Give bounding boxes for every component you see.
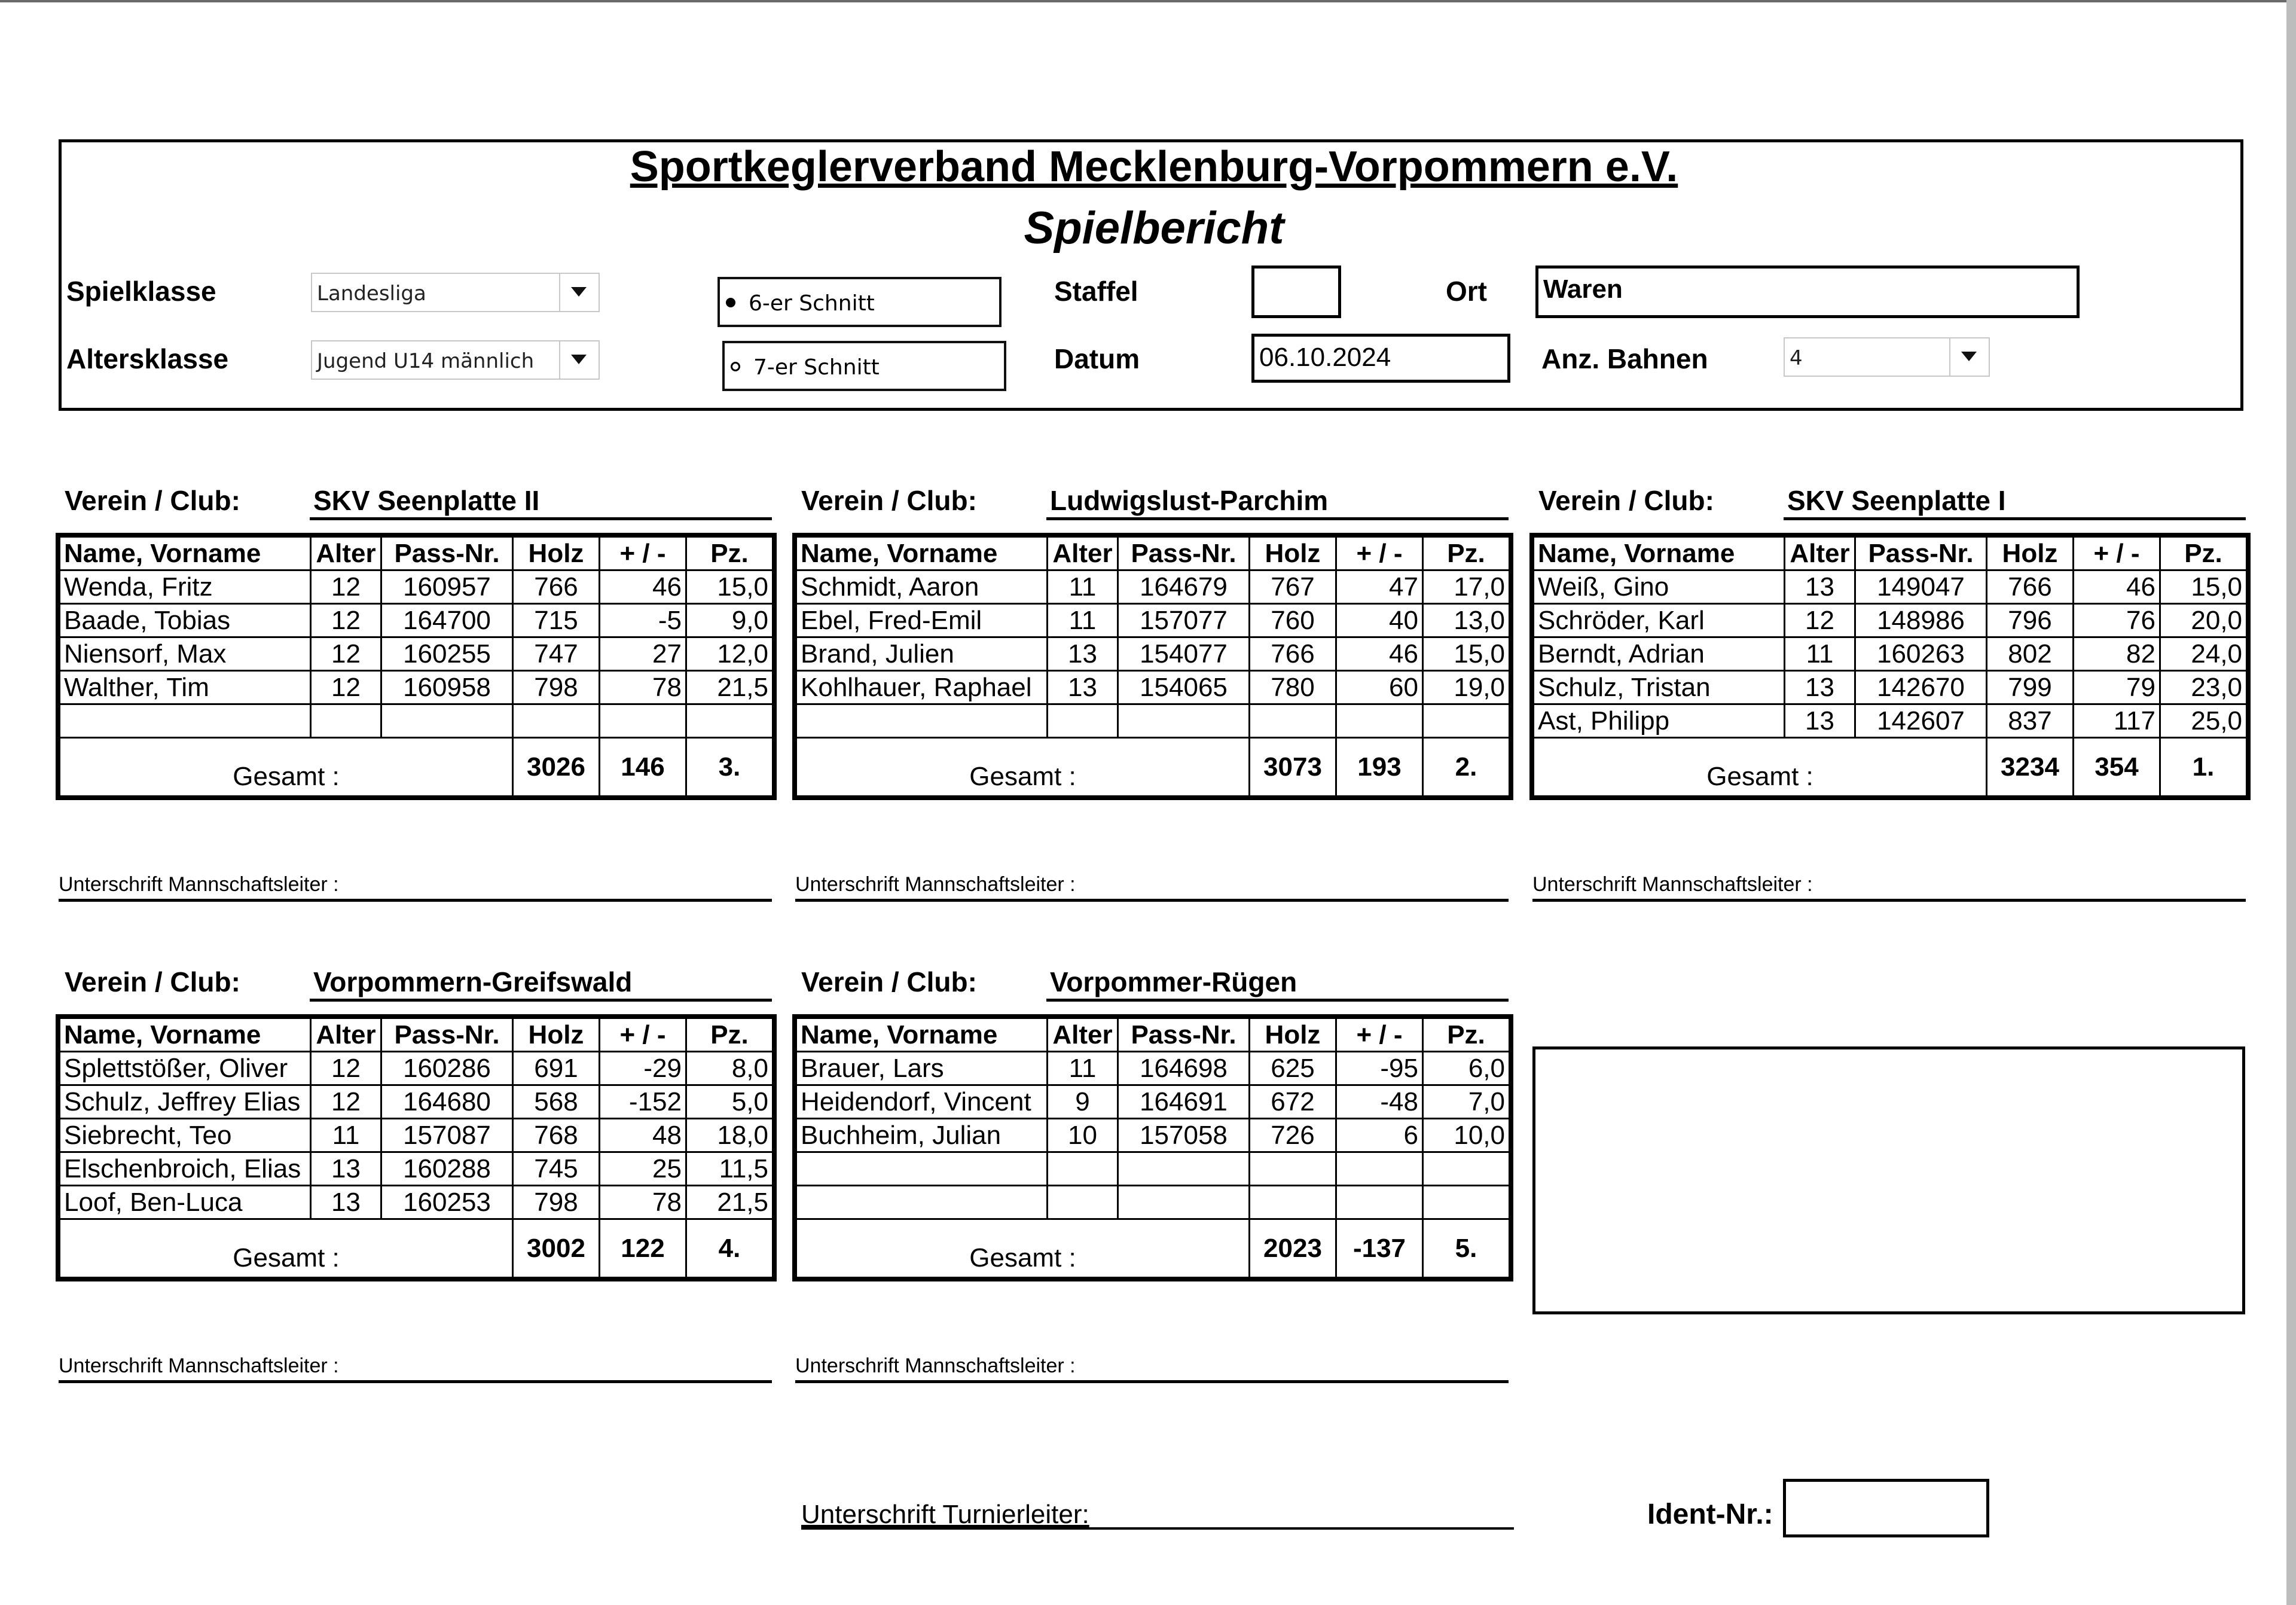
table-row [1534, 671, 2247, 704]
plus-minus: 48 [600, 1119, 686, 1152]
table-row [60, 1152, 773, 1186]
holz: 766 [1250, 637, 1336, 671]
team-leader-signature-line: Unterschrift Mannschaftsleiter : [795, 873, 1509, 902]
player-name: Baade, Tobias [60, 604, 311, 637]
points: 21,5 [686, 671, 773, 704]
player-age [311, 704, 381, 738]
pass-number: 157077 [1118, 604, 1250, 637]
player-age: 13 [1048, 637, 1118, 671]
player-name: Buchheim, Julian [796, 1119, 1048, 1152]
points: 15,0 [2160, 570, 2247, 604]
table-row [1534, 604, 2247, 637]
player-age: 12 [311, 671, 381, 704]
total-row [796, 738, 1510, 797]
plus-minus [1336, 1186, 1423, 1219]
total-row [1534, 738, 2247, 797]
player-name: Walther, Tim [60, 671, 311, 704]
player-name: Weiß, Gino [1534, 570, 1785, 604]
plus-minus [1336, 704, 1423, 738]
player-name: Elschenbroich, Elias [60, 1152, 311, 1186]
staffel-label: Staffel [1054, 276, 1138, 307]
total-label: Gesamt : [796, 1219, 1250, 1278]
datum-value: 06.10.2024 [1259, 343, 1391, 372]
column-header: Pz. [1423, 1018, 1510, 1052]
points: 20,0 [2160, 604, 2247, 637]
viewer-scrollbar[interactable] [2286, 0, 2296, 1605]
column-header: + / - [600, 537, 686, 570]
table-row [796, 1119, 1510, 1152]
player-name: Kohlhauer, Raphael [796, 671, 1048, 704]
pass-number: 157058 [1118, 1119, 1250, 1152]
radio-6er-label: 6-er Schnitt [749, 291, 875, 316]
altersklasse-value: Jugend U14 männlich [317, 349, 535, 373]
plus-minus: 47 [1336, 570, 1423, 604]
spielklasse-value: Landesliga [317, 282, 426, 306]
table-row [1534, 704, 2247, 738]
table-row [796, 604, 1510, 637]
pass-number: 160288 [381, 1152, 513, 1186]
table-row [60, 604, 773, 637]
column-header: Pz. [686, 1018, 773, 1052]
table-row [796, 1152, 1510, 1186]
plus-minus: 82 [2074, 637, 2160, 671]
column-header: Name, Vorname [796, 537, 1048, 570]
player-age [1048, 704, 1118, 738]
pass-number: 160286 [381, 1052, 513, 1085]
column-header: Holz [1250, 537, 1336, 570]
pass-number: 154065 [1118, 671, 1250, 704]
column-header: Holz [513, 1018, 600, 1052]
player-age: 12 [311, 1085, 381, 1119]
total-diff: 122 [600, 1219, 686, 1278]
points: 25,0 [2160, 704, 2247, 738]
holz: 715 [513, 604, 600, 637]
player-table [59, 1017, 774, 1278]
points: 15,0 [686, 570, 773, 604]
points: 18,0 [686, 1119, 773, 1152]
report-header [59, 139, 2243, 411]
column-header: Pass-Nr. [381, 1018, 513, 1052]
player-name: Ast, Philipp [1534, 704, 1785, 738]
player-name: Schulz, Jeffrey Elias [60, 1085, 311, 1119]
total-diff: -137 [1336, 1219, 1423, 1278]
points: 6,0 [1423, 1052, 1510, 1085]
table-row [796, 704, 1510, 738]
team-leader-signature-line: Unterschrift Mannschaftsleiter : [59, 873, 772, 902]
table-row [796, 570, 1510, 604]
pass-number: 160958 [381, 671, 513, 704]
player-name: Wenda, Fritz [60, 570, 311, 604]
table-row [60, 1052, 773, 1085]
player-name: Brauer, Lars [796, 1052, 1048, 1085]
player-age: 9 [1048, 1085, 1118, 1119]
table-row [60, 1186, 773, 1219]
column-header: Holz [513, 537, 600, 570]
player-age: 12 [311, 604, 381, 637]
club-name: SKV Seenplatte I [1784, 484, 2246, 520]
column-header: Alter [1785, 537, 1855, 570]
points: 7,0 [1423, 1085, 1510, 1119]
player-age: 11 [1048, 570, 1118, 604]
plus-minus: -95 [1336, 1052, 1423, 1085]
plus-minus: 27 [600, 637, 686, 671]
altersklasse-label: Altersklasse [66, 343, 229, 374]
column-header: Name, Vorname [1534, 537, 1785, 570]
column-header: + / - [1336, 1018, 1423, 1052]
bahnen-label: Anz. Bahnen [1541, 343, 1708, 374]
pass-number [1118, 1186, 1250, 1219]
plus-minus: 60 [1336, 671, 1423, 704]
column-header: Pz. [2160, 537, 2247, 570]
total-row [60, 1219, 773, 1278]
player-age: 11 [1048, 604, 1118, 637]
ident-label: Ident-Nr.: [1647, 1499, 1773, 1530]
ort-value: Waren [1543, 274, 1623, 304]
plus-minus: 46 [600, 570, 686, 604]
holz: 796 [1987, 604, 2074, 637]
column-header: + / - [600, 1018, 686, 1052]
player-age: 12 [1785, 604, 1855, 637]
total-label: Gesamt : [60, 1219, 513, 1278]
team-rank: 3. [686, 738, 773, 797]
pass-number: 157087 [381, 1119, 513, 1152]
chevron-down-icon[interactable] [559, 341, 599, 379]
holz: 768 [513, 1119, 600, 1152]
player-age: 13 [311, 1152, 381, 1186]
table-row [1534, 637, 2247, 671]
player-name: Siebrecht, Teo [60, 1119, 311, 1152]
points: 17,0 [1423, 570, 1510, 604]
altersklasse-select[interactable] [311, 340, 600, 380]
team-rank: 4. [686, 1219, 773, 1278]
team-rank: 1. [2160, 738, 2247, 797]
total-diff: 354 [2074, 738, 2160, 797]
total-diff: 146 [600, 738, 686, 797]
player-table [795, 1017, 1510, 1278]
plus-minus: 78 [600, 1186, 686, 1219]
plus-minus: 46 [1336, 637, 1423, 671]
points [1423, 704, 1510, 738]
player-name: Schmidt, Aaron [796, 570, 1048, 604]
column-header: + / - [2074, 537, 2160, 570]
player-age: 13 [311, 1186, 381, 1219]
player-name: Brand, Julien [796, 637, 1048, 671]
total-holz: 2023 [1250, 1219, 1336, 1278]
plus-minus: 76 [2074, 604, 2160, 637]
plus-minus: -5 [600, 604, 686, 637]
total-diff: 193 [1336, 738, 1423, 797]
turnierleiter-signature-line: Unterschrift Turnierleiter: [801, 1500, 1514, 1530]
plus-minus: 78 [600, 671, 686, 704]
radio-selected-icon [726, 298, 735, 307]
pass-number [1118, 704, 1250, 738]
player-name: Schulz, Tristan [1534, 671, 1785, 704]
total-row [796, 1219, 1510, 1278]
pass-number [1118, 1152, 1250, 1186]
holz: 802 [1987, 637, 2074, 671]
player-table [1532, 536, 2248, 797]
column-header: Alter [311, 537, 381, 570]
bahnen-value: 4 [1790, 346, 1803, 370]
table-row [796, 1085, 1510, 1119]
team-leader-signature-line: Unterschrift Mannschaftsleiter : [1532, 873, 2246, 902]
table-row [60, 637, 773, 671]
player-name: Loof, Ben-Luca [60, 1186, 311, 1219]
datum-field[interactable] [1251, 334, 1510, 383]
table-row [796, 637, 1510, 671]
club-label: Verein / Club: [65, 485, 240, 516]
ort-label: Ort [1446, 276, 1487, 307]
player-age: 12 [311, 1052, 381, 1085]
pass-number: 164700 [381, 604, 513, 637]
player-name: Schröder, Karl [1534, 604, 1785, 637]
plus-minus: -29 [600, 1052, 686, 1085]
points: 24,0 [2160, 637, 2247, 671]
player-age [1048, 1152, 1118, 1186]
holz [513, 704, 600, 738]
column-header: Alter [1048, 1018, 1118, 1052]
holz [1250, 1186, 1336, 1219]
player-age: 11 [311, 1119, 381, 1152]
club-name: Vorpommern-Greifswald [310, 966, 772, 1002]
club-name: Ludwigslust-Parchim [1046, 484, 1509, 520]
player-age: 13 [1785, 570, 1855, 604]
pass-number: 160263 [1855, 637, 1987, 671]
pass-number: 148986 [1855, 604, 1987, 637]
spielklasse-label: Spielklasse [66, 276, 216, 307]
holz: 691 [513, 1052, 600, 1085]
column-header: Alter [311, 1018, 381, 1052]
total-holz: 3026 [513, 738, 600, 797]
points [686, 704, 773, 738]
total-holz: 3234 [1987, 738, 2074, 797]
page-top-border [0, 0, 2296, 2]
player-name [796, 704, 1048, 738]
plus-minus [600, 704, 686, 738]
table-row [60, 671, 773, 704]
plus-minus: 25 [600, 1152, 686, 1186]
table-row [60, 1119, 773, 1152]
player-name: Splettstößer, Oliver [60, 1052, 311, 1085]
table-row [796, 1186, 1510, 1219]
column-header: Pz. [1423, 537, 1510, 570]
holz: 798 [513, 1186, 600, 1219]
points: 9,0 [686, 604, 773, 637]
plus-minus: 46 [2074, 570, 2160, 604]
holz: 837 [1987, 704, 2074, 738]
datum-label: Datum [1054, 343, 1140, 374]
pass-number: 160255 [381, 637, 513, 671]
player-name: Berndt, Adrian [1534, 637, 1785, 671]
holz: 672 [1250, 1085, 1336, 1119]
empty-panel [1532, 1046, 2245, 1314]
club-label: Verein / Club: [801, 485, 977, 516]
player-age [1048, 1186, 1118, 1219]
holz: 798 [513, 671, 600, 704]
radio-unselected-icon [731, 362, 740, 371]
pass-number: 164680 [381, 1085, 513, 1119]
holz: 726 [1250, 1119, 1336, 1152]
holz [1250, 1152, 1336, 1186]
player-age: 13 [1785, 704, 1855, 738]
bahnen-select[interactable] [1784, 337, 1990, 377]
chevron-down-icon[interactable] [1949, 338, 1989, 376]
column-header: Holz [1250, 1018, 1336, 1052]
column-header: Pz. [686, 537, 773, 570]
player-age: 11 [1048, 1052, 1118, 1085]
points: 13,0 [1423, 604, 1510, 637]
player-name [796, 1152, 1048, 1186]
player-name: Ebel, Fred-Emil [796, 604, 1048, 637]
column-header: Alter [1048, 537, 1118, 570]
player-age: 13 [1048, 671, 1118, 704]
pass-number: 142607 [1855, 704, 1987, 738]
points: 19,0 [1423, 671, 1510, 704]
pass-number: 164679 [1118, 570, 1250, 604]
plus-minus: -152 [600, 1085, 686, 1119]
holz: 625 [1250, 1052, 1336, 1085]
ident-field[interactable] [1783, 1479, 1989, 1537]
points: 21,5 [686, 1186, 773, 1219]
team-rank: 2. [1423, 738, 1510, 797]
player-name [60, 704, 311, 738]
team-rank: 5. [1423, 1219, 1510, 1278]
pass-number: 160957 [381, 570, 513, 604]
holz: 767 [1250, 570, 1336, 604]
ort-field[interactable] [1535, 266, 2080, 318]
table-row [796, 671, 1510, 704]
player-age: 11 [1785, 637, 1855, 671]
spielklasse-select[interactable] [311, 273, 600, 312]
pass-number: 164698 [1118, 1052, 1250, 1085]
points: 5,0 [686, 1085, 773, 1119]
column-header: Pass-Nr. [1118, 537, 1250, 570]
column-header: Pass-Nr. [1855, 537, 1987, 570]
chevron-down-icon[interactable] [559, 274, 599, 311]
table-row [796, 1052, 1510, 1085]
points: 23,0 [2160, 671, 2247, 704]
holz: 760 [1250, 604, 1336, 637]
column-header: Name, Vorname [796, 1018, 1048, 1052]
player-name: Heidendorf, Vincent [796, 1085, 1048, 1119]
points: 11,5 [686, 1152, 773, 1186]
pass-number [381, 704, 513, 738]
club-label: Verein / Club: [65, 966, 240, 997]
staffel-field[interactable] [1251, 266, 1341, 318]
club-label: Verein / Club: [1538, 485, 1714, 516]
column-header: Pass-Nr. [381, 537, 513, 570]
total-holz: 3073 [1250, 738, 1336, 797]
points [1423, 1186, 1510, 1219]
plus-minus: 40 [1336, 604, 1423, 637]
holz: 568 [513, 1085, 600, 1119]
points [1423, 1152, 1510, 1186]
club-name: SKV Seenplatte II [310, 484, 772, 520]
points: 10,0 [1423, 1119, 1510, 1152]
player-table [795, 536, 1510, 797]
club-name: Vorpommer-Rügen [1046, 966, 1509, 1002]
total-label: Gesamt : [1534, 738, 1987, 797]
player-name [796, 1186, 1048, 1219]
holz [1250, 704, 1336, 738]
table-row [60, 1085, 773, 1119]
pass-number: 149047 [1855, 570, 1987, 604]
plus-minus: -48 [1336, 1085, 1423, 1119]
table-row [60, 570, 773, 604]
report-subtitle: Spielbericht [1024, 203, 1284, 254]
column-header: + / - [1336, 537, 1423, 570]
player-name: Niensorf, Max [60, 637, 311, 671]
points: 12,0 [686, 637, 773, 671]
total-label: Gesamt : [60, 738, 513, 797]
club-label: Verein / Club: [801, 966, 977, 997]
radio-7er-schnitt[interactable] [722, 341, 1006, 391]
column-header: Name, Vorname [60, 537, 311, 570]
holz: 766 [1987, 570, 2074, 604]
total-row [60, 738, 773, 797]
player-age: 12 [311, 637, 381, 671]
pass-number: 160253 [381, 1186, 513, 1219]
team-leader-signature-line: Unterschrift Mannschaftsleiter : [59, 1354, 772, 1383]
radio-7er-label: 7-er Schnitt [753, 355, 880, 380]
total-holz: 3002 [513, 1219, 600, 1278]
plus-minus: 79 [2074, 671, 2160, 704]
association-title: Sportkeglerverband Mecklenburg-Vorpommern e.V. [630, 143, 1678, 191]
total-label: Gesamt : [796, 738, 1250, 797]
pass-number: 142670 [1855, 671, 1987, 704]
points: 8,0 [686, 1052, 773, 1085]
holz: 745 [513, 1152, 600, 1186]
team-leader-signature-line: Unterschrift Mannschaftsleiter : [795, 1354, 1509, 1383]
holz: 780 [1250, 671, 1336, 704]
pass-number: 164691 [1118, 1085, 1250, 1119]
plus-minus [1336, 1152, 1423, 1186]
table-row [60, 704, 773, 738]
holz: 747 [513, 637, 600, 671]
plus-minus: 6 [1336, 1119, 1423, 1152]
player-age: 12 [311, 570, 381, 604]
player-table [59, 536, 774, 797]
player-age: 10 [1048, 1119, 1118, 1152]
column-header: Holz [1987, 537, 2074, 570]
points: 15,0 [1423, 637, 1510, 671]
player-age: 13 [1785, 671, 1855, 704]
column-header: Pass-Nr. [1118, 1018, 1250, 1052]
radio-6er-schnitt[interactable] [718, 277, 1002, 327]
column-header: Name, Vorname [60, 1018, 311, 1052]
plus-minus: 117 [2074, 704, 2160, 738]
table-row [1534, 570, 2247, 604]
holz: 766 [513, 570, 600, 604]
holz: 799 [1987, 671, 2074, 704]
pass-number: 154077 [1118, 637, 1250, 671]
